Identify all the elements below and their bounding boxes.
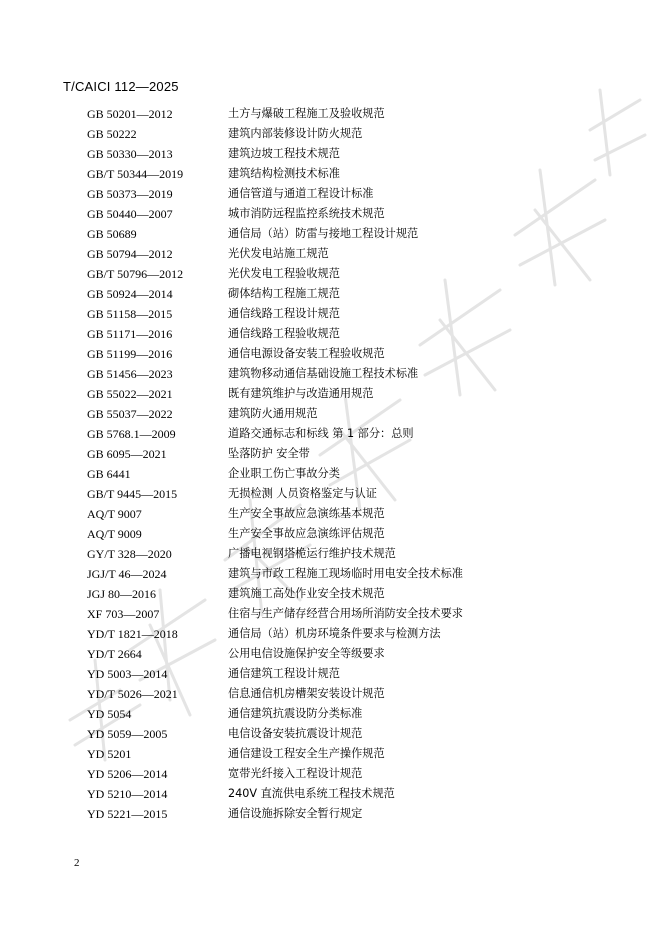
reference-item [87,664,607,684]
reference-item [87,284,607,304]
reference-code: GB 50373—2019 [87,187,173,201]
reference-code: GB 6095—2021 [87,447,167,461]
reference-title: 生产安全事故应急演练评估规范 [228,527,385,540]
reference-code: YD/T 2664 [87,647,142,661]
reference-code: GY/T 328—2020 [87,547,172,561]
reference-code: GB/T 9445—2015 [87,487,178,501]
reference-code: AQ/T 9009 [87,527,142,541]
reference-item [87,804,607,824]
reference-item [87,464,607,484]
reference-item [87,704,607,724]
reference-item [87,784,607,804]
reference-code: JGJ/T 46—2024 [87,567,167,581]
reference-item [87,104,607,124]
reference-code: YD 5054 [87,707,132,721]
reference-title: 通信局（站）机房环境条件要求与检测方法 [228,627,441,640]
reference-title: 道路交通标志和标线 第 1 部分：总则 [228,427,414,440]
reference-item [87,144,607,164]
reference-title: 通信管道与通道工程设计标准 [228,187,374,200]
reference-code: GB 55037—2022 [87,407,173,421]
reference-item [87,604,607,624]
reference-item [87,224,607,244]
reference-title: 240V 直流供电系统工程技术规范 [228,787,395,800]
reference-item [87,684,607,704]
reference-code: GB 55022—2021 [87,387,173,401]
reference-title: 通信线路工程设计规范 [228,307,340,320]
reference-title: 既有建筑维护与改造通用规范 [228,387,374,400]
reference-item [87,544,607,564]
reference-item [87,644,607,664]
reference-item [87,584,607,604]
reference-code: JGJ 80—2016 [87,587,157,601]
reference-item [87,384,607,404]
reference-code: YD 5003—2014 [87,667,168,681]
reference-title: 建筑施工高处作业安全技术规范 [228,587,385,600]
reference-title: 光伏发电工程验收规范 [228,267,340,280]
normative-references-list [87,104,607,824]
reference-title: 通信电源设备安装工程验收规范 [228,347,385,360]
reference-code: GB 51158—2015 [87,307,173,321]
reference-title: 企业职工伤亡事故分类 [228,467,340,480]
reference-code: YD/T 5026—2021 [87,687,178,701]
reference-code: GB/T 50796—2012 [87,267,184,281]
reference-item [87,344,607,364]
reference-title: 通信建筑工程设计规范 [228,667,340,680]
reference-item [87,404,607,424]
reference-title: 砌体结构工程施工规范 [228,287,340,300]
reference-title: 建筑边坡工程技术规范 [228,147,340,160]
reference-code: XF 703—2007 [87,607,160,621]
reference-code: YD 5201 [87,747,132,761]
reference-code: GB 51171—2016 [87,327,173,341]
reference-title: 土方与爆破工程施工及验收规范 [228,107,385,120]
reference-title: 建筑内部装修设计防火规范 [228,127,363,140]
reference-title: 光伏发电站施工规范 [228,247,329,260]
reference-code: GB/T 50344—2019 [87,167,184,181]
reference-title: 坠落防护 安全带 [228,447,310,460]
reference-title: 通信建筑抗震设防分类标准 [228,707,363,720]
reference-title: 电信设备安装抗震设计规范 [228,727,363,740]
reference-item [87,244,607,264]
reference-code: YD 5210—2014 [87,787,168,801]
reference-code: GB 6441 [87,467,131,481]
reference-title: 广播电视钢塔桅运行维护技术规范 [228,547,396,560]
reference-title: 住宿与生产储存经营合用场所消防安全技术要求 [228,607,463,620]
reference-item [87,624,607,644]
reference-title: 通信建设工程安全生产操作规范 [228,747,385,760]
reference-title: 建筑防火通用规范 [228,407,318,420]
reference-code: GB 50924—2014 [87,287,173,301]
reference-title: 建筑结构检测技术标准 [228,167,340,180]
reference-code: GB 5768.1—2009 [87,427,176,441]
reference-item [87,204,607,224]
reference-code: GB 50201—2012 [87,107,173,121]
reference-item [87,264,607,284]
reference-item [87,364,607,384]
reference-code: GB 50440—2007 [87,207,173,221]
reference-item [87,424,607,444]
reference-title: 信息通信机房槽架安装设计规范 [228,687,385,700]
reference-title: 通信局（站）防雷与接地工程设计规范 [228,227,419,240]
reference-item [87,304,607,324]
reference-item [87,444,607,464]
standard-code-header: T/CAICI 112—2025 [63,79,179,94]
reference-code: GB 51456—2023 [87,367,173,381]
reference-item [87,184,607,204]
reference-title: 通信线路工程验收规范 [228,327,340,340]
reference-item [87,724,607,744]
reference-item [87,484,607,504]
reference-code: YD 5206—2014 [87,767,168,781]
reference-code: GB 50330—2013 [87,147,173,161]
reference-code: AQ/T 9007 [87,507,142,521]
reference-code: YD 5059—2005 [87,727,168,741]
reference-title: 城市消防远程监控系统技术规范 [228,207,385,220]
page-number: 2 [74,857,80,869]
reference-item [87,764,607,784]
reference-title: 公用电信设施保护安全等级要求 [228,647,385,660]
reference-code: YD/T 1821—2018 [87,627,178,641]
reference-title: 无损检测 人员资格鉴定与认证 [228,487,377,500]
reference-item [87,164,607,184]
reference-item [87,524,607,544]
reference-code: GB 50689 [87,227,137,241]
reference-title: 建筑与市政工程施工现场临时用电安全技术标准 [228,567,463,580]
reference-item [87,324,607,344]
reference-item [87,744,607,764]
reference-code: GB 50794—2012 [87,247,173,261]
reference-code: YD 5221—2015 [87,807,168,821]
reference-code: GB 50222 [87,127,137,141]
reference-item [87,124,607,144]
reference-title: 生产安全事故应急演练基本规范 [228,507,385,520]
reference-title: 通信设施拆除安全暂行规定 [228,807,363,820]
reference-item [87,564,607,584]
reference-title: 建筑物移动通信基础设施工程技术标准 [228,367,419,380]
reference-item [87,504,607,524]
reference-code: GB 51199—2016 [87,347,173,361]
reference-title: 宽带光纤接入工程设计规范 [228,767,363,780]
